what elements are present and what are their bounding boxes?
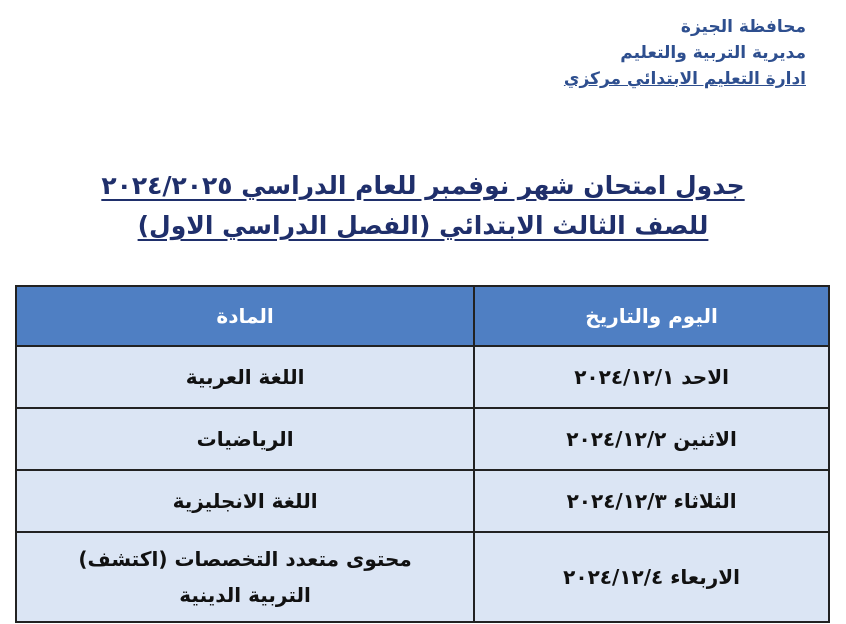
table-row [16, 408, 829, 470]
governorate-label: محافظة الجيزة [680, 17, 806, 37]
cell-day-date: الاربعاء ٢٠٢٤/١٢/٤ [474, 532, 829, 622]
schedule-title [0, 166, 846, 246]
header-day-date: اليوم والتاريخ [474, 286, 829, 346]
table-header-row [16, 286, 829, 346]
title-line-1: جدول امتحان شهر نوفمبر للعام الدراسي ٢٠٢٤/٢٠٢٥ [101, 171, 745, 200]
subject-line-2: التربية الدينية [179, 583, 311, 607]
cell-subject: الرياضيات [16, 408, 474, 470]
subject-line-1: محتوى متعدد التخصصات (اكتشف) [78, 547, 412, 571]
cell-day-date: الاحد ٢٠٢٤/١٢/١ [474, 346, 829, 408]
cell-subject: اللغة العربية [16, 346, 474, 408]
table-row [16, 346, 829, 408]
cell-day-date: الثلاثاء ٢٠٢٤/١٢/٣ [474, 470, 829, 532]
table-row [16, 470, 829, 532]
table-row [16, 532, 829, 622]
directorate-label: مديرية التربية والتعليم [620, 43, 806, 63]
cell-day-date: الاثنين ٢٠٢٤/١٢/٢ [474, 408, 829, 470]
issuer-header [564, 14, 806, 92]
cell-subject [16, 532, 474, 622]
administration-label: ادارة التعليم الابتدائي مركزي [563, 69, 806, 89]
header-subject: المادة [16, 286, 474, 346]
cell-subject: اللغة الانجليزية [16, 470, 474, 532]
exam-schedule-table [15, 285, 830, 623]
title-line-2: للصف الثالث الابتدائي (الفصل الدراسي الاول) [137, 211, 709, 240]
